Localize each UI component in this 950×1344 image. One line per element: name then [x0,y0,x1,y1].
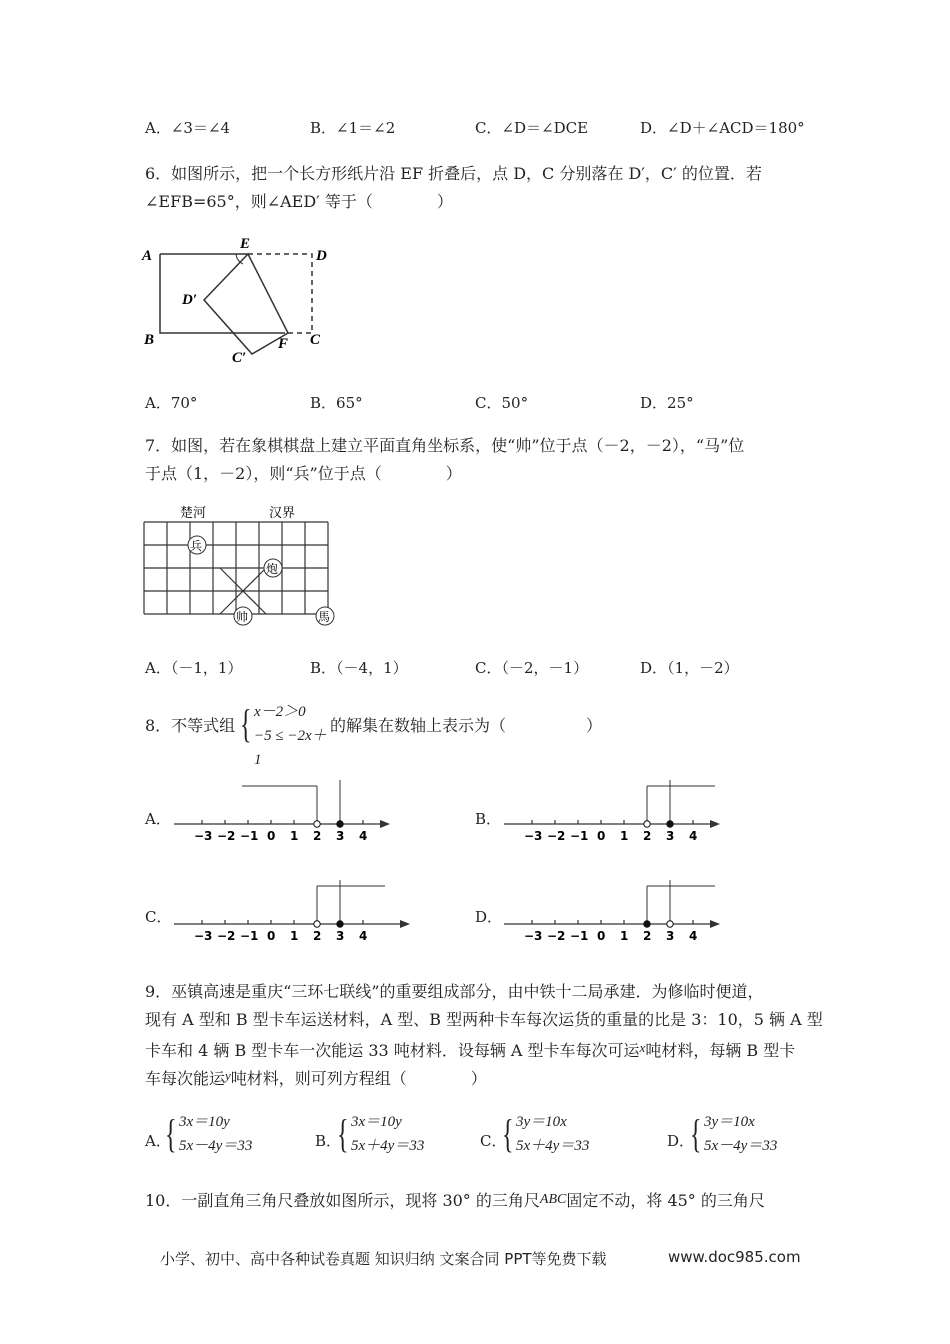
open-point [314,921,320,927]
axis-tick-label: −3 [524,829,543,843]
closed-point [667,821,673,827]
q7-option-d: D．（1，－2） [640,659,739,677]
var-y: y [225,1068,231,1083]
svg-text:帅: 帅 [236,610,249,624]
rect-dashed-part [248,254,312,333]
axis-tick-label: 4 [359,829,368,843]
q9-option-b-letter: B． [315,1132,342,1150]
axis-tick-label: 3 [666,929,675,943]
q10-stem-line1: 10．一副直角三角尺叠放如图所示，现将 30° 的三角尺ABC固定不动，将 45° 的三角尺 [145,1191,765,1210]
var-x: x [639,1040,646,1055]
label-b: B [144,332,155,348]
q6-option-a: A．70° [145,394,198,412]
label-f: F [278,336,289,352]
axis-tick-label: −3 [194,829,213,843]
q8-ineq-2: −5 ≤ −2x＋1 [254,728,327,768]
axis-arrow-icon [710,820,720,828]
chess-board-figure [135,500,365,630]
q6-stem-line2: ∠EFB=65°，则∠AED′ 等于（ ） [145,192,453,211]
axis-tick-label: −2 [217,829,236,843]
q6-fold-figure [140,232,340,367]
piece-ma [316,607,334,625]
q8-option-c-letter: C． [145,908,172,926]
brace-icon: { [502,1111,514,1156]
q8-option-d-letter: D． [475,908,503,926]
label-chu-he: 楚河 [180,506,207,521]
axis-arrow-icon [380,820,390,828]
q6-option-d: D．25° [640,394,694,412]
q8-stem-suffix: 的解集在数轴上表示为（ ） [330,716,603,735]
q8-stem-prefix: 8．不等式组 [145,716,236,735]
axis-tick-label: 4 [359,929,368,943]
q8-ineq-1: x－2＞0 [254,704,306,720]
q5-option-a: A．∠3＝∠4 [145,119,231,137]
folded-part [204,254,288,354]
label-c: C [310,332,321,348]
axis-tick-label: −2 [547,929,566,943]
label-d: D [316,248,327,264]
axis-tick-label: 4 [689,829,698,843]
q9-option-c-system: { 3y＝10x 5x＋4y＝33 [502,1111,590,1156]
axis-tick-label: 1 [290,929,299,943]
triangle-abc: ABC [539,1192,567,1207]
axis-tick-label: −1 [570,829,589,843]
brace-icon: { [690,1111,702,1156]
number-line-b [500,780,730,850]
closed-point [337,921,343,927]
q9-option-b-system: { 3x＝10y 5x＋4y＝33 [337,1111,425,1156]
axis-tick-label: 2 [643,829,652,843]
q5-option-b: B．∠1＝∠2 [310,119,396,137]
q9-option-c-letter: C． [480,1132,507,1150]
q6-option-b: B．65° [310,394,363,412]
q7-stem-line1: 7．如图，若在象棋棋盘上建立平面直角坐标系，使“帅”位于点（－2，－2），“马”位 [145,436,745,455]
axis-tick-label: 0 [267,829,276,843]
label-a: A [142,248,153,264]
axis-tick-label: 2 [643,929,652,943]
axis-tick-label: 1 [620,829,629,843]
q9-stem-line3: 卡车和 4 辆 B 型卡车一次能运 33 吨材料．设每辆 A 型卡车每次可运$^x$吨材料，每辆 B 型卡 [145,1040,796,1060]
q5-option-d: D．∠D＋∠ACD＝180° [640,119,805,137]
q9-option-d-system: { 3y＝10x 5x－4y＝33 [690,1111,778,1156]
q9-option-d-letter: D． [667,1132,695,1150]
axis-tick-label: −3 [194,929,213,943]
q5-option-c: C．∠D＝∠DCE [475,119,589,137]
open-point [644,821,650,827]
brace-icon: { [240,701,252,746]
svg-text:兵: 兵 [190,539,203,553]
q7-option-b: B．（－4，1） [310,659,408,677]
brace-icon: { [337,1111,349,1156]
number-line-d [500,880,730,950]
q9-option-a-letter: A． [145,1132,171,1150]
footer-url[interactable]: www.doc985.com [668,1248,801,1266]
axis-tick-label: 3 [336,929,345,943]
brace-icon: { [165,1111,177,1156]
svg-text:馬: 馬 [318,610,331,624]
q9-stem-line2: 现有 A 型和 B 型卡车运送材料，A 型、B 型两种卡车每次运货的重量的比是 3：10，5 辆 A 型 [145,1010,823,1029]
axis-tick-label: −1 [240,929,259,943]
axis-tick-label: 2 [313,929,322,943]
axis-arrow-icon [400,920,410,928]
q6-option-c: C．50° [475,394,529,412]
q8-option-b-letter: B． [475,810,502,828]
q9-stem-line4: 车每次能运$^y$吨材料，则可列方程组（ ） [145,1068,487,1088]
axis-tick-label: 1 [620,929,629,943]
axis-tick-label: −3 [524,929,543,943]
svg-text:炮: 炮 [266,562,279,576]
closed-point [644,921,650,927]
axis-tick-label: 3 [666,829,675,843]
q8-inequality-system [240,700,330,768]
label-han-jie: 汉界 [269,506,296,521]
piece-shuai [234,607,252,625]
axis-tick-label: 0 [267,929,276,943]
open-point [314,821,320,827]
open-point [667,921,673,927]
piece-pao [264,559,282,577]
axis-tick-label: 0 [597,929,606,943]
axis-tick-label: 4 [689,929,698,943]
q9-stem-line1: 9．巫镇高速是重庆“三环七联线”的重要组成部分，由中铁十二局承建．为修临时便道， [145,982,764,1001]
axis-tick-label: 2 [313,829,322,843]
number-line-c [170,880,420,950]
axis-tick-label: −1 [240,829,259,843]
axis-tick-label: −2 [217,929,236,943]
axis-tick-label: 3 [336,829,345,843]
label-e: E [240,236,251,252]
axis-tick-label: −1 [570,929,589,943]
q7-option-a: A．（－1，1） [145,659,243,677]
q7-option-c: C．（－2，－1） [475,659,589,677]
number-line-a [170,780,400,850]
axis-tick-label: 0 [597,829,606,843]
closed-point [337,821,343,827]
label-d-prime: D′ [182,292,198,308]
piece-bing [188,536,206,554]
axis-tick-label: −2 [547,829,566,843]
q7-stem-line2: 于点（1，－2），则“兵”位于点（ ） [145,464,462,483]
footer-text: 小学、初中、高中各种试卷真题 知识归纳 文案合同 PPT等免费下载 [160,1250,607,1268]
axis-tick-label: 1 [290,829,299,843]
axis-arrow-icon [710,920,720,928]
label-c-prime: C′ [232,350,247,366]
q9-option-a-system: { 3x＝10y 5x－4y＝33 [165,1111,253,1156]
q6-stem-line1: 6．如图所示，把一个长方形纸片沿 EF 折叠后，点 D，C 分别落在 D′，C′ 的位置．若 [145,164,762,183]
q8-option-a-letter: A． [145,810,171,828]
